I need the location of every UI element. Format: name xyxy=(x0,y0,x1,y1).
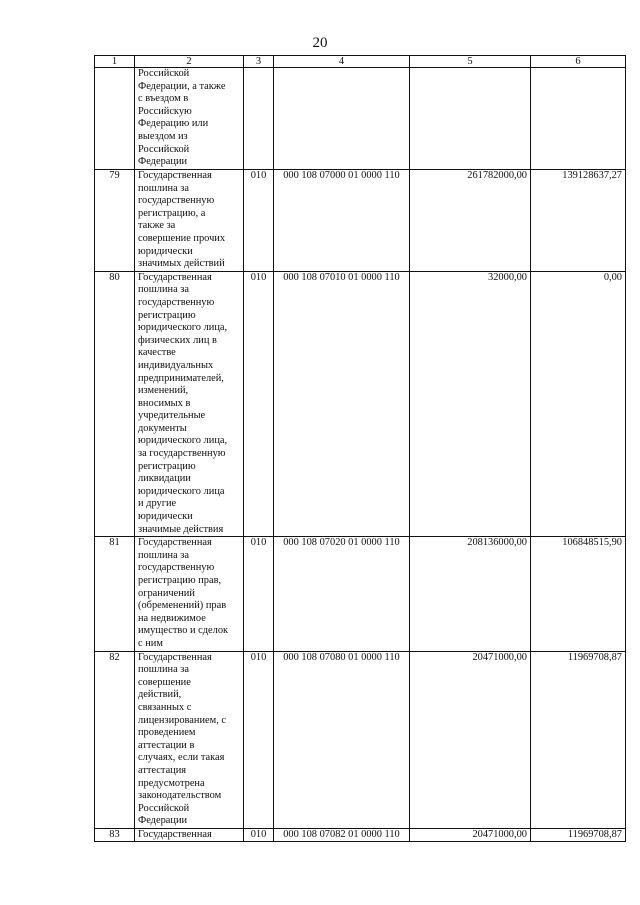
row-name-line: регистрацию xyxy=(138,309,196,321)
row-name-line: с ним xyxy=(138,637,163,649)
row-classification-code-cell: 000 108 07082 01 0000 110 xyxy=(274,828,410,842)
row-classification-code-cell: 000 108 07080 01 0000 110 xyxy=(274,651,410,828)
row-name-line: юридического лица xyxy=(138,485,225,497)
row-name-line: Федерацию или xyxy=(138,118,209,130)
row-name-line: Федерации xyxy=(138,815,188,827)
row-executed-amount-cell: 139128637,27 xyxy=(531,170,626,272)
row-name-line: также за xyxy=(138,220,176,232)
row-executed-amount-cell: 11969708,87 xyxy=(531,828,626,842)
row-name-line: изменений, xyxy=(138,385,189,397)
column-header-4: 4 xyxy=(274,56,410,68)
row-name-line: пошлина за xyxy=(138,284,189,296)
row-name-line: ограничений xyxy=(138,587,195,599)
budget-table xyxy=(94,55,626,842)
row-name-line: пошлина за xyxy=(138,182,189,194)
row-name-cell xyxy=(135,170,244,272)
row-name-line: Федерации, а также xyxy=(138,80,226,92)
row-approved-amount-cell: 20471000,00 xyxy=(410,651,531,828)
row-classification-code-cell: 000 108 07000 01 0000 110 xyxy=(274,170,410,272)
row-name-line: документы xyxy=(138,422,187,434)
row-number-cell: 79 xyxy=(95,170,135,272)
table-body xyxy=(95,68,626,842)
row-name-line: Российской xyxy=(138,68,190,79)
row-name-line: и другие xyxy=(138,498,177,510)
row-name-line: на недвижимое xyxy=(138,612,206,624)
row-name-line: государственную xyxy=(138,562,215,574)
row-name-line: юридически xyxy=(138,511,193,523)
column-header-3: 3 xyxy=(244,56,274,68)
row-name-line: Государственная xyxy=(138,271,212,283)
row-name-line: Российской xyxy=(138,802,190,814)
row-name-line: государственную xyxy=(138,296,215,308)
page-number: 20 xyxy=(312,35,328,51)
row-name-cell xyxy=(135,537,244,651)
row-number-cell: 81 xyxy=(95,537,135,651)
row-number-cell: 80 xyxy=(95,271,135,536)
row-approved-amount-cell: 208136000,00 xyxy=(410,537,531,651)
row-name-line: аттестации в xyxy=(138,739,195,751)
row-executed-amount-cell: 106848515,90 xyxy=(531,537,626,651)
row-number-cell: 83 xyxy=(95,828,135,842)
row-approved-amount-cell: 20471000,00 xyxy=(410,828,531,842)
row-approved-amount-cell xyxy=(410,68,531,170)
row-name-line: значимых действий xyxy=(138,258,225,270)
row-approved-amount-cell: 261782000,00 xyxy=(410,170,531,272)
row-name-line: учредительные xyxy=(138,410,206,422)
row-name-line: физических лиц в xyxy=(138,334,217,346)
row-name-cell xyxy=(135,651,244,828)
row-name-line: с въездом в xyxy=(138,93,189,105)
row-code-cell: 010 xyxy=(244,651,274,828)
row-name-line: предусмотрена xyxy=(138,777,205,789)
row-code-cell: 010 xyxy=(244,170,274,272)
row-name-line: значимые действия xyxy=(138,523,224,535)
header-row xyxy=(95,56,626,68)
row-name-line: Российскую xyxy=(138,105,192,117)
row-classification-code-cell: 000 108 07010 01 0000 110 xyxy=(274,271,410,536)
row-approved-amount-cell: 32000,00 xyxy=(410,271,531,536)
table-row xyxy=(95,271,626,536)
table-row xyxy=(95,68,626,170)
row-executed-amount-cell xyxy=(531,68,626,170)
row-number-cell xyxy=(95,68,135,170)
row-name-line: действий, xyxy=(138,689,182,701)
table-row xyxy=(95,170,626,272)
row-name-line: лицензированием, с xyxy=(138,714,227,726)
row-name-line: индивидуальных xyxy=(138,359,214,371)
row-classification-code-cell xyxy=(274,68,410,170)
row-name-line: пошлина за xyxy=(138,549,189,561)
row-name-line: регистрацию, а xyxy=(138,207,206,219)
row-executed-amount-cell: 0,00 xyxy=(531,271,626,536)
row-name-line: Государственная xyxy=(138,537,212,549)
row-name-line: проведением xyxy=(138,727,196,739)
row-name-line: совершение прочих xyxy=(138,232,226,244)
row-name-line: совершение xyxy=(138,676,191,688)
row-name-line: юридического лица, xyxy=(138,322,228,334)
row-name-cell xyxy=(135,271,244,536)
row-name-line: Российской xyxy=(138,143,190,155)
row-name-line: выездом из xyxy=(138,130,188,142)
row-name-line: качестве xyxy=(138,347,176,359)
row-name-line: Государственная xyxy=(138,828,212,840)
row-code-cell: 010 xyxy=(244,828,274,842)
row-name-line: регистрацию xyxy=(138,460,196,472)
row-name-line: законодательством xyxy=(138,790,222,802)
row-executed-amount-cell: 11969708,87 xyxy=(531,651,626,828)
row-name-line: Государственная xyxy=(138,170,212,181)
table-row xyxy=(95,651,626,828)
column-header-5: 5 xyxy=(410,56,531,68)
column-header-2: 2 xyxy=(135,56,244,68)
row-number-cell: 82 xyxy=(95,651,135,828)
row-name-line: Федерации xyxy=(138,156,188,168)
row-classification-code-cell: 000 108 07020 01 0000 110 xyxy=(274,537,410,651)
row-name-line: случаях, если такая xyxy=(138,752,225,764)
row-code-cell xyxy=(244,68,274,170)
row-name-line: связанных с xyxy=(138,701,192,713)
row-name-line: юридического лица, xyxy=(138,435,228,447)
row-name-line: пошлина за xyxy=(138,664,189,676)
table-row xyxy=(95,828,626,842)
row-name-line: регистрацию прав, xyxy=(138,575,222,586)
row-name-line: (обременений) прав xyxy=(138,600,227,612)
table-row xyxy=(95,537,626,651)
row-name-line: предпринимателей, xyxy=(138,372,224,384)
row-name-cell xyxy=(135,68,244,170)
column-header-1: 1 xyxy=(95,56,135,68)
row-code-cell: 010 xyxy=(244,537,274,651)
row-name-line: ликвидации xyxy=(138,473,191,485)
row-name-line: Государственная xyxy=(138,651,212,663)
row-name-line: вносимых в xyxy=(138,397,191,409)
row-name-line: имущество и сделок xyxy=(138,625,229,637)
row-name-line: за государственную xyxy=(138,448,226,460)
row-name-line: юридически xyxy=(138,245,193,257)
row-name-line: аттестация xyxy=(138,764,187,776)
row-name-cell xyxy=(135,828,244,842)
row-name-line: государственную xyxy=(138,195,215,207)
row-code-cell: 010 xyxy=(244,271,274,536)
column-header-6: 6 xyxy=(531,56,626,68)
